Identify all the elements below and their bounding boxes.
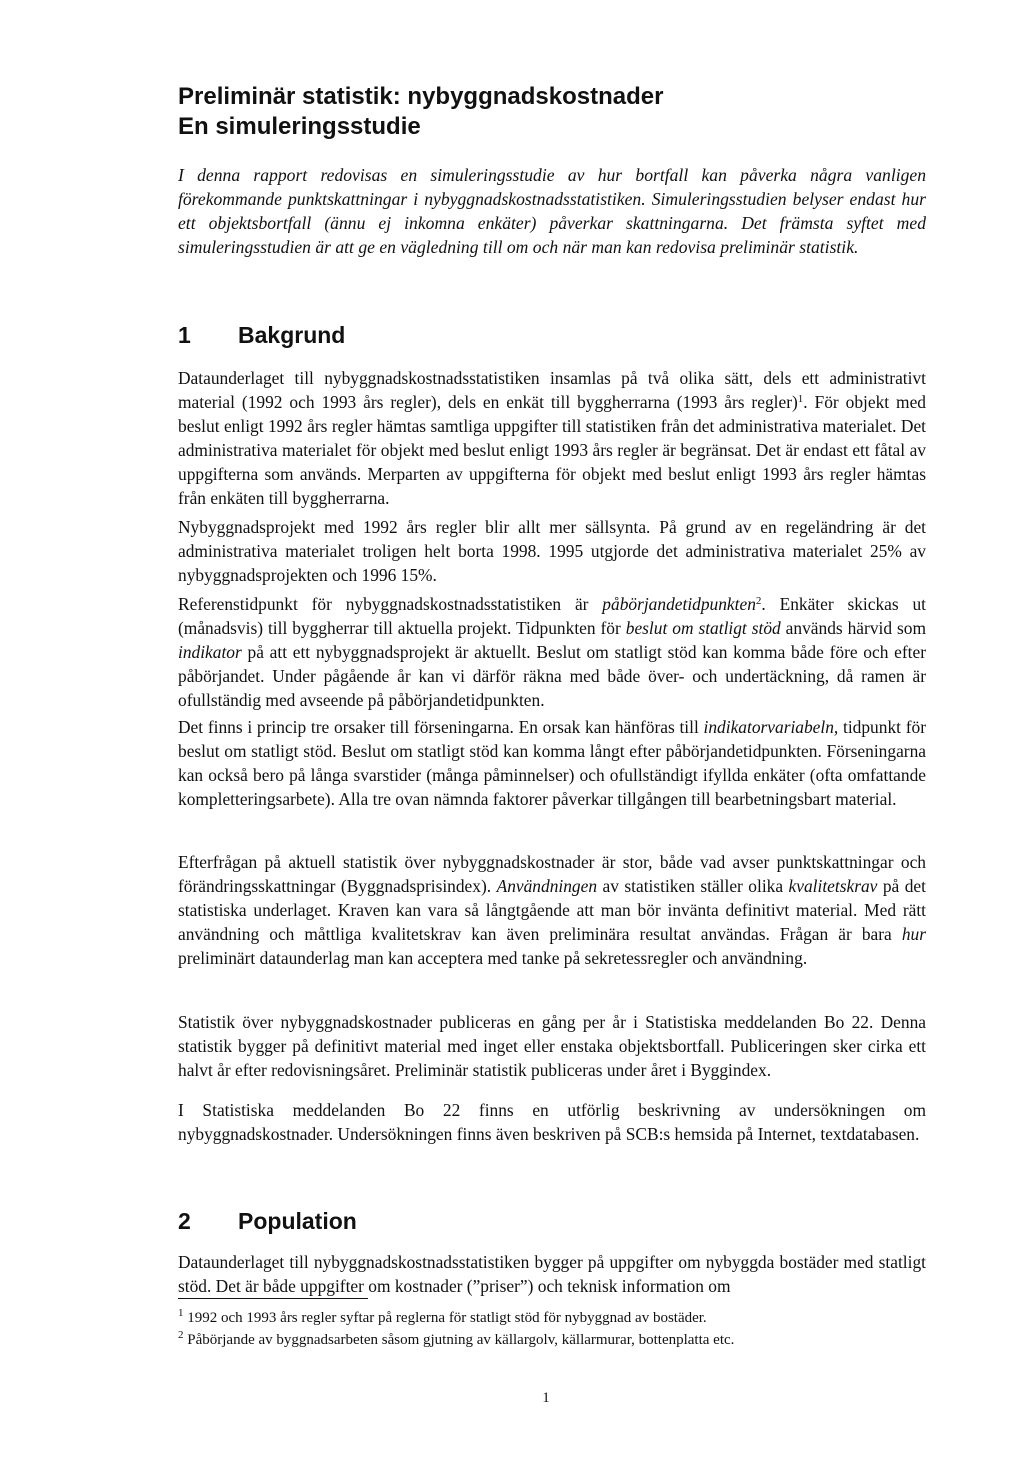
section-1-paragraph-1: Dataunderlaget till nybyggnadskostnadsstatistiken insamlas på två olika sätt, dels ett administrativt material (1992 och 1993 års regler), dels en enkät till byggherrarna (1993 års regler)$^1$. För objekt med beslut enligt 1992 års regler hämtas samtliga uppgifter till statistiken från det administrativa materialet. Det administrativa materialet för objekt med beslut enligt 1993 års regler är begränsat. Det är endast ett fåtal av uppgifterna som används. Merparten av uppgifterna för objekt med beslut enligt 1993 års regler hämtas från enkäten till byggherrarna.	[178, 368, 926, 508]
section-1-paragraph-2: Nybyggnadsprojekt med 1992 års regler blir allt mer sällsynta. På grund av en regeländring är det administrativa materialet troligen helt borta 1998. 1995 utgjorde det administrativa materialet 25% av nybyggnadsprojekten och 1996 15%.	[178, 517, 926, 585]
section-1-paragraph-5: Efterfrågan på aktuell statistik över nybyggnadskostnader är stor, både vad avser punktskattningar och förändringsskattningar (Byggnadsprisindex). Användningen av statistiken ställer olika kvalitetskrav på det statistiska underlaget. Kraven kan vara så långtgående att man bör invänta definitivt material. Med rätt användning och måttliga kvalitetskrav kan även preliminära resultat användas. Frågan är bara hur preliminärt dataunderlag man kan acceptera med tanke på sekretessregler och användning.	[178, 852, 926, 968]
footnote-2: $^2$ Påbörjande av byggnadsarbeten såsom gjutning av källargolv, källarmurar, bottenplatta etc.	[178, 1329, 735, 1348]
abstract: I denna rapport redovisas en simuleringsstudie av hur bortfall kan påverka några vanligen förekommande punktskattningar i nybyggnadskostnadsstatistiken. Simuleringsstudien belyser endast hur ett objektsbortfall (ännu ej inkomna enkäter) påverkar skattningarna. Det främsta syftet med simuleringsstudien är att ge en vägledning till om och när man kan redovisa preliminär statistik.	[178, 165, 926, 257]
page-number: 1	[542, 1390, 550, 1406]
section-1-paragraph-3: Referenstidpunkt för nybyggnadskostnadsstatistiken är påbörjandetidpunkten$^2$. Enkäter skickas ut (månadsvis) till byggherrar till aktuella projekt. Tidpunkten för beslut om statligt stöd används härvid som indikator på att ett nybyggnadsprojekt är aktuellt. Beslut om statligt stöd kan komma både före och efter påbörjandet. Under pågående år kan vi därför räkna med både över- och undertäckning, då ramen är ofullständig med avseende på påbörjandetidpunkten.	[178, 594, 927, 710]
section-1-paragraph-7: I Statistiska meddelanden Bo 22 finns en utförlig beskrivning av undersökningen om nybyggnadskostnader. Undersökningen finns även beskriven på SCB:s hemsida på Internet, textdatabasen.	[178, 1100, 926, 1144]
footnote-divider	[178, 1298, 368, 1299]
section-2-title: Population	[238, 1208, 357, 1234]
section-1-title: Bakgrund	[238, 322, 346, 348]
footnote-ref-2: 2	[755, 595, 762, 607]
section-2-heading	[178, 1206, 878, 1236]
document-title	[178, 82, 958, 142]
title-line-1: Preliminär statistik: nybyggnadskostnader	[178, 83, 664, 110]
section-2-paragraph-1: Dataunderlaget till nybyggnadskostnadsstatistiken bygger på uppgifter om nybyggda bostäder med statligt stöd. Det är både uppgifter om kostnader (”priser”) och teknisk information om	[178, 1252, 926, 1296]
section-1-paragraph-6: Statistik över nybyggnadskostnader publiceras en gång per år i Statistiska meddelanden Bo 22. Denna statistik bygger på definitivt material med inget eller enstaka objektsbortfall. Publiceringen sker cirka ett halvt år efter redovisningsåret. Preliminär statistik publiceras under året i Byggindex.	[178, 1012, 926, 1080]
title-line-2: En simuleringsstudie	[178, 113, 421, 140]
section-2-number: 2	[178, 1208, 191, 1234]
section-1-heading	[178, 320, 878, 350]
section-1-number: 1	[178, 322, 191, 348]
footnote-1: $^1$ 1992 och 1993 års regler syftar på reglerna för statligt stöd för nybyggnad av bostäder.	[178, 1307, 707, 1326]
footnote-ref-1: 1	[797, 393, 804, 405]
section-1-paragraph-4: Det finns i princip tre orsaker till förseningarna. En orsak kan hänföras till indikatorvariabeln, tidpunkt för beslut om statligt stöd. Beslut om statligt stöd kan komma långt efter påbörjandetidpunkten. Förseningarna kan också bero på långa svarstider (många påminnelser) och ofullständigt ifyllda enkäter (ofta omfattande kompletteringsarbete). Alla tre ovan nämnda faktorer påverkar tillgången till bearbetningsbart material.	[178, 717, 926, 809]
